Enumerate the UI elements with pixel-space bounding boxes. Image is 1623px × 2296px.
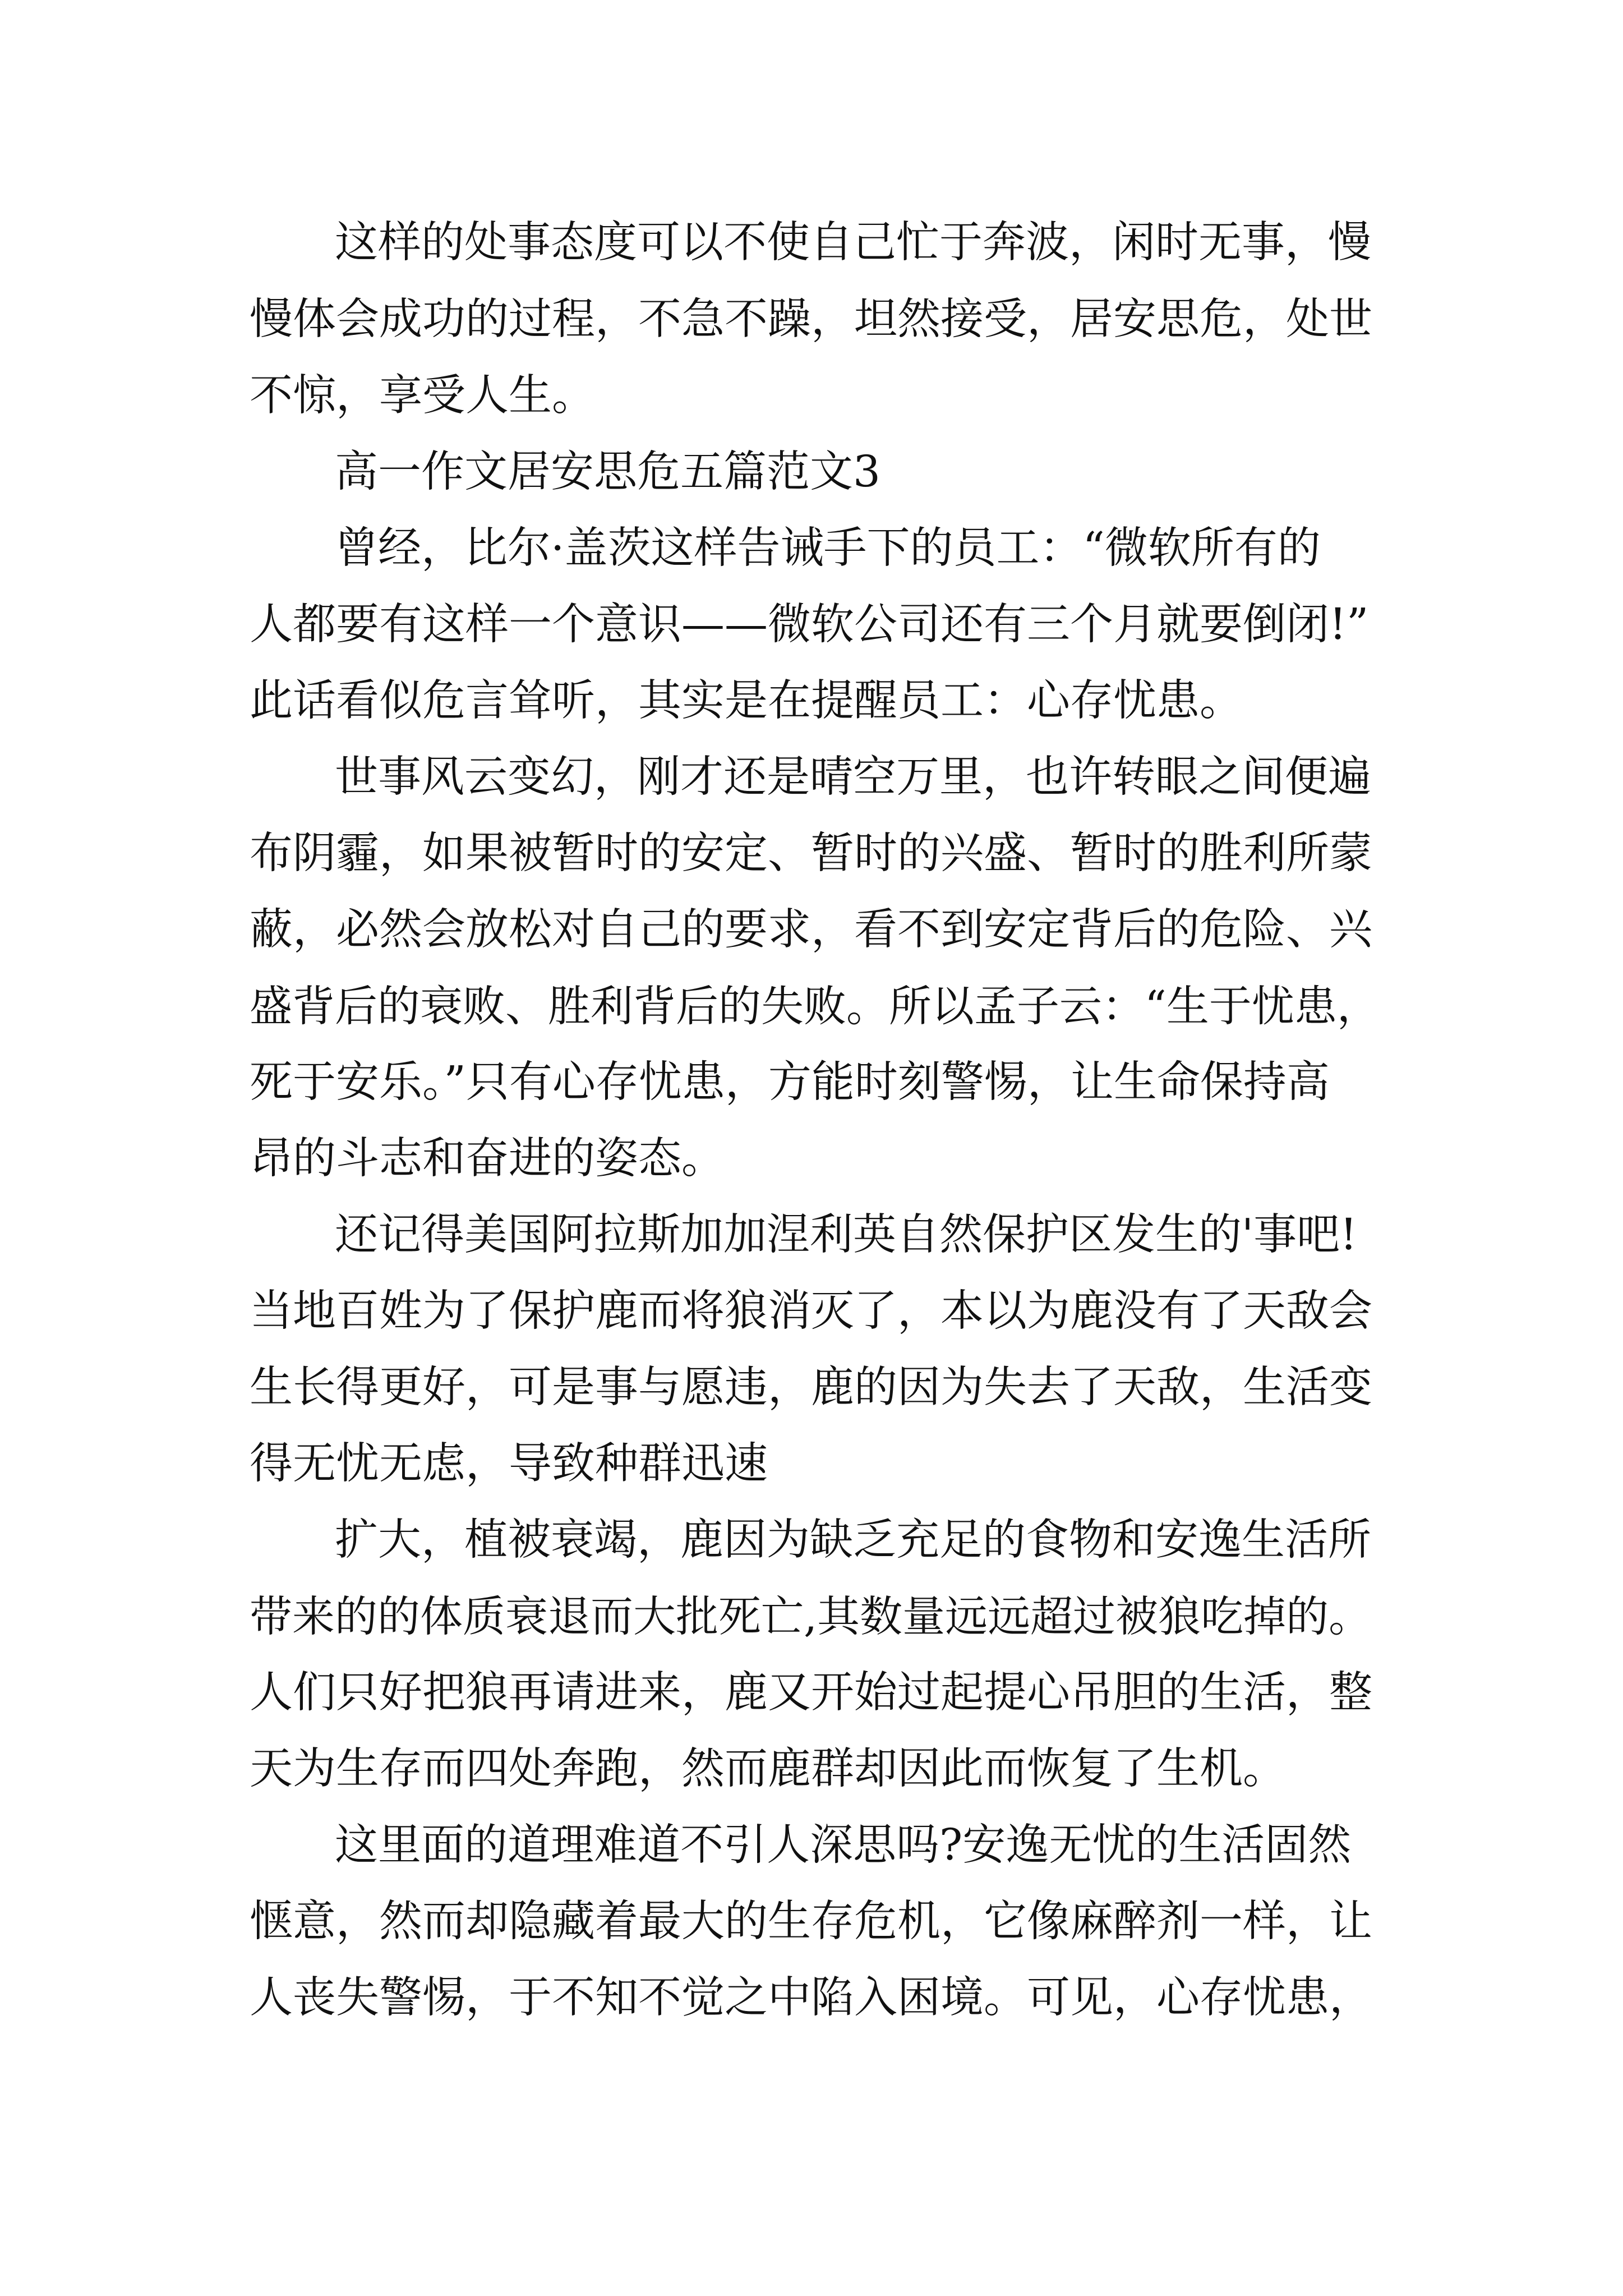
text-line: 昂的斗志和奋进的姿态。 [250,1134,725,1184]
text-line: 蔽，必然会放松对自己的要求，看不到安定背后的危险、兴 [250,905,1372,955]
text-line: 生长得更好，可是事与愿违，鹿的因为失去了天敌，生活变 [250,1363,1372,1412]
text-line: 这里面的道理难道不引人深思吗?安逸无忧的生活固然 [335,1820,1352,1870]
text-line: 惬意，然而却隐藏着最大的生存危机，它像麻醉剂一样，让 [250,1897,1372,1947]
text-line: 曾经，比尔·盖茨这样告诫手下的员工：“微软所有的 [335,523,1321,573]
text-line: 世事风云变幻，刚才还是晴空万里，也许转眼之间便遍 [335,752,1371,802]
text-line: 不惊，享受人生。 [250,371,595,421]
text-line: 天为生存而四处奔跑，然而鹿群却因此而恢复了生机。 [250,1744,1286,1794]
text-line: 人都要有这样一个意识——微软公司还有三个月就要倒闭!” [250,600,1369,650]
section-heading: 高一作文居安思危五篇范文3 [335,447,880,497]
text-line: 这样的处事态度可以不使自己忙于奔波，闲时无事，慢 [335,218,1371,268]
text-line: 死于安乐。”只有心存忧患，方能时刻警惕，让生命保持高 [250,1057,1330,1107]
text-line: 人们只好把狼再请进来，鹿又开始过起提心吊胆的生活，整 [250,1668,1372,1718]
text-line: 人丧失警惕，于不知不觉之中陷入困境。可见，心存忧患， [250,1973,1372,2023]
text-line: 带来的的体质衰退而大批死亡,其数量远远超过被狼吃掉的。 [250,1591,1372,1641]
text-line: 当地百姓为了保护鹿而将狼消灭了，本以为鹿没有了天敌会 [250,1286,1372,1336]
text-line: 此话看似危言耸听，其实是在提醒员工：心存忧患。 [250,676,1243,726]
text-line: 慢体会成功的过程，不急不躁，坦然接受，居安思危，处世 [250,295,1372,344]
text-line: 盛背后的衰败、胜利背后的失败。所以孟子云：“生于忧患， [250,981,1380,1031]
text-line: 得无忧无虑，导致种群迅速 [250,1439,768,1489]
text-line: 布阴霾，如果被暂时的安定、暂时的兴盛、暂时的胜利所蒙 [250,829,1372,878]
text-line: 扩大，植被衰竭，鹿因为缺乏充足的食物和安逸生活所 [335,1515,1371,1565]
text-line: 还记得美国阿拉斯加加涅利英自然保护区发生的'事吧! [335,1210,1358,1260]
